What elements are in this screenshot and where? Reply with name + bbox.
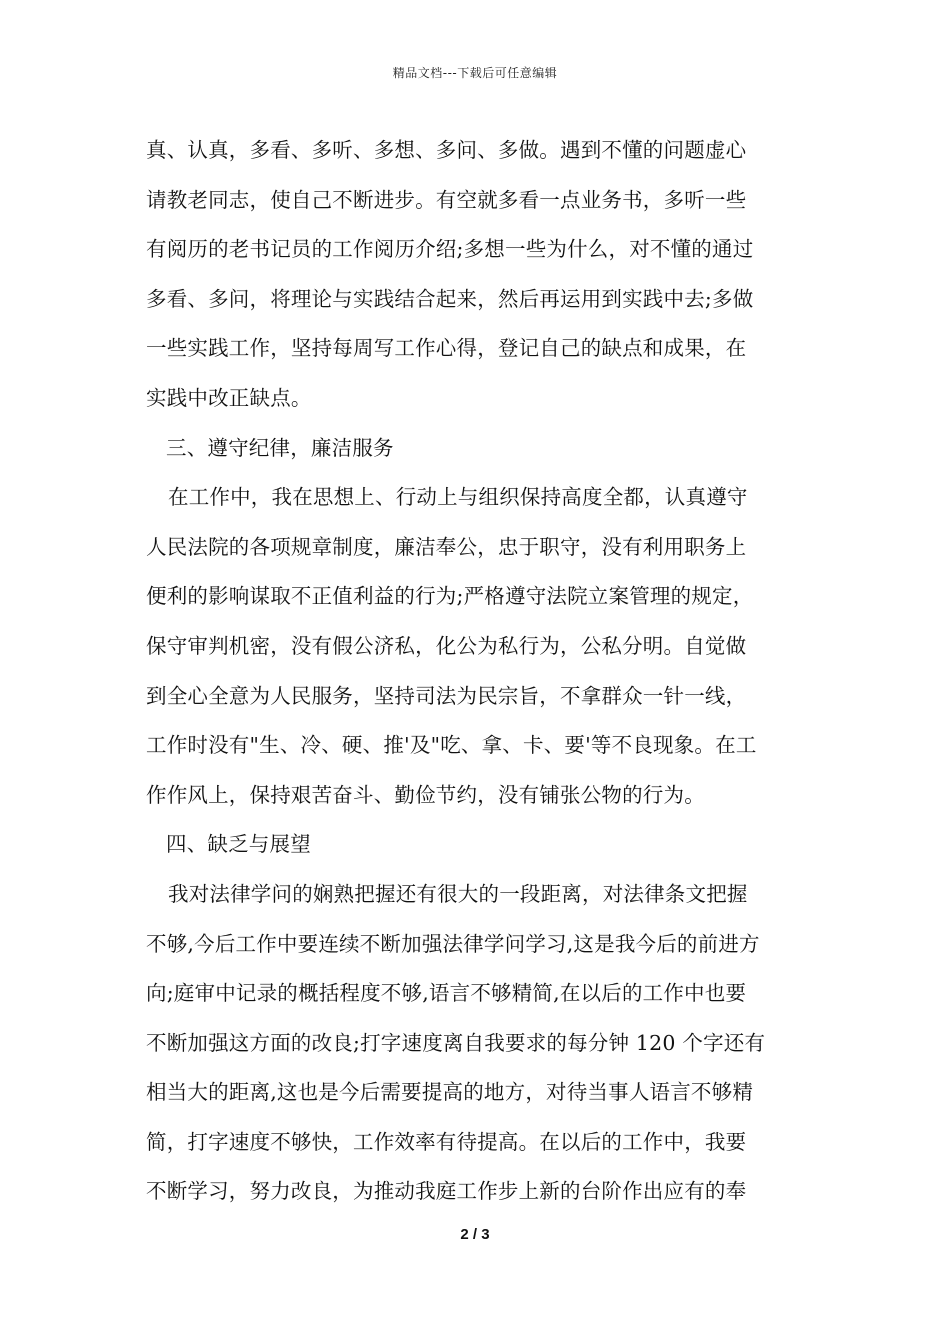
body-line: 在工作中，我在思想上、行动上与组织保持高度全都，认真遵守 [168,485,748,510]
body-line: 实践中改正缺点。 [146,385,312,410]
section-heading: 三、遵守纪律，廉洁服务 [166,435,394,460]
body-line: 到全心全意为人民服务，坚持司法为民宗旨，不拿群众一针一线， [146,683,747,708]
body-line: 真、认真，多看、多听、多想、多问、多做。遇到不懂的问题虚心 [146,138,747,162]
page-number: 2 / 3 [460,1226,490,1243]
page-header: 精品文档---下载后可任意编辑 [392,66,558,80]
body-line: 便利的影响谋取不正值利益的行为;严格遵守法院立案管理的规定， [146,584,754,609]
body-line: 人民法院的各项规章制度，廉洁奉公，忠于职守，没有利用职务上 [146,534,747,559]
body-line: 不够,今后工作中要连续不断加强法律学问学习,这是我今后的前进方 [146,931,760,956]
section-heading: 四、缺乏与展望 [166,832,311,857]
document-body [146,126,808,1217]
body-line: 工作时没有"生、冷、硬、推'及"吃、拿、卡、要'等不良现象。在工 [146,733,757,758]
body-line: 我对法律学问的娴熟把握还有很大的一段距离，对法律条文把握 [168,881,748,906]
body-line: 多看、多问，将理论与实践结合起来，然后再运用到实践中去;多做 [146,286,754,311]
body-line: 请教老同志，使自己不断进步。有空就多看一点业务书，多听一些 [146,187,747,212]
body-line: 不断学习，努力改良，为推动我庭工作步上新的台阶作出应有的奉 [146,1179,747,1204]
body-line: 向;庭审中记录的概括程度不够,语言不够精简,在以后的工作中也要 [146,981,747,1006]
body-line: 简，打字速度不够快，工作效率有待提高。在以后的工作中，我要 [146,1129,747,1154]
body-line: 一些实践工作，坚持每周写工作心得，登记自己的缺点和成果，在 [146,336,747,361]
body-line: 作作风上，保持艰苦奋斗、勤俭节约，没有铺张公物的行为。 [146,782,705,807]
body-line: 保守审判机密，没有假公济私，化公为私行为，公私分明。自觉做 [146,633,747,658]
body-line: 不断加强这方面的改良;打字速度离自我要求的每分钟 120 个字还有 [146,1030,766,1055]
body-line: 相当大的距离,这也是今后需要提高的地方，对待当事人语言不够精 [146,1080,754,1105]
body-line: 有阅历的老书记员的工作阅历介绍;多想一些为什么，对不懂的通过 [146,237,754,262]
